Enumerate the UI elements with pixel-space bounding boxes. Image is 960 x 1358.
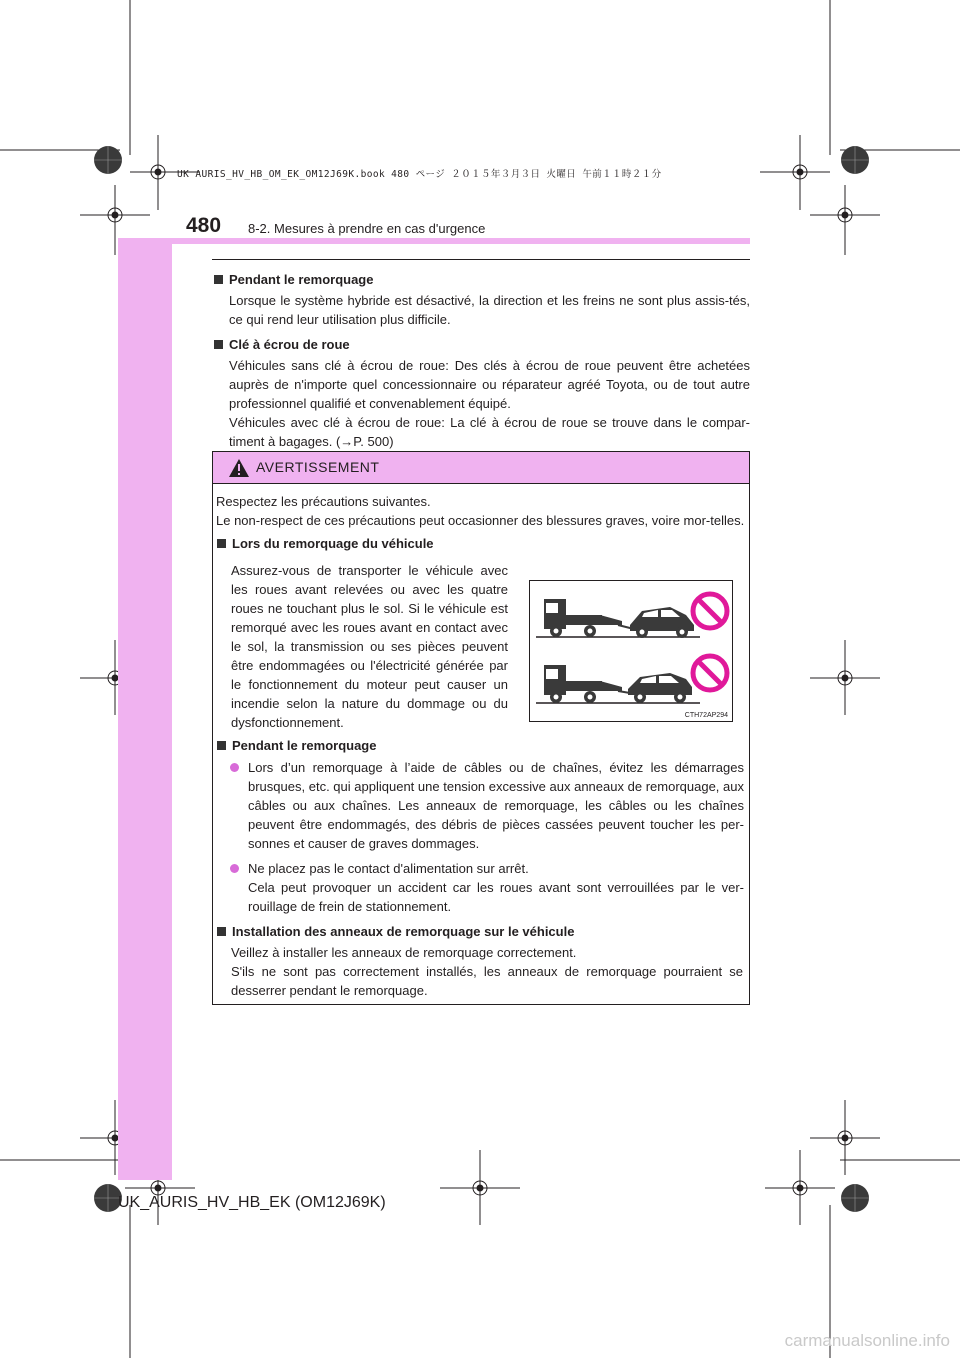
- figure-code: CTH72AP294: [684, 712, 728, 719]
- towing-text: Assurez-vous de transporter le véhicule avec les roues avant relevées ou avec les quatre roues ne touchant plus le sol. Si le véhicule est remorqué avec les roues avant en contact avec le sol, la transmission ou ses pièces peuvent être endommagées ou l'électricité générée par le fonctionnement du moteur peut causer un incendie selon la nature du dommage ou du dysfonctionnement.: [231, 563, 508, 730]
- watermark: carmanualsonline.info: [784, 1331, 950, 1350]
- bullet-line: Ne placez pas le contact d'alimentation sur arrêt.: [248, 861, 529, 876]
- bullet-item: [213, 758, 744, 853]
- section-heading-wheel-lock: [212, 335, 750, 354]
- square-bullet-icon: [217, 539, 226, 548]
- paragraph-line: Véhicules avec clé à écrou de roue: La clé à écrou de roue se trouve dans le compar-timent à bagages. (→P. 500): [229, 415, 750, 449]
- prohibited-icon: [693, 594, 727, 628]
- header-band: [118, 238, 750, 244]
- towed-car-icon: [628, 673, 692, 703]
- intro-line: Le non-respect de ces précautions peut occasionner des blessures graves, voire mor-telles.: [216, 513, 745, 528]
- header-rule: [212, 259, 750, 260]
- warning-heading-text: Installation des anneaux de remorquage sur le véhicule: [232, 924, 575, 939]
- warning-intro: [216, 492, 746, 530]
- warning-heading-text: Lors du remorquage du véhicule: [232, 536, 434, 551]
- footer-model-code: UK_AURIS_HV_HB_EK (OM12J69K): [118, 1194, 386, 1211]
- paragraph-line: Véhicules sans clé à écrou de roue: Des clés à écrou de roue peuvent être achetées auprès de n'importe quel concessionnaire ou réparateur agréé Toyota, ou de tout autre professionnel qualifié et convenablement équipé.: [229, 358, 750, 411]
- prohibited-icon: [693, 656, 727, 690]
- warning-heading-towing-vehicle: [213, 534, 751, 553]
- warning-triangle-icon: [228, 458, 250, 478]
- round-bullet-icon: [230, 763, 239, 772]
- square-bullet-icon: [214, 275, 223, 284]
- warning-header: [213, 452, 749, 484]
- warning-heading-install-hooks: [213, 922, 751, 941]
- bullet-item: [213, 859, 744, 916]
- warning-title: AVERTISSEMENT: [256, 459, 380, 475]
- paragraph-line: S'ils ne sont pas correctement installés, les anneaux de remorquage pourraient se desserrer pendant le remorquage.: [231, 964, 743, 998]
- warning-body: [213, 492, 751, 1000]
- round-bullet-icon: [230, 864, 239, 873]
- section-heading-text: Pendant le remorquage: [229, 272, 374, 287]
- print-stamp: UK AURIS_HV_HB_OM_EK_OM12J69K.book 480 ページ ２０１５年３月３日 火曜日 午前１１時２１分: [177, 169, 662, 180]
- section-heading-towing: [212, 270, 750, 289]
- main-content: [212, 270, 750, 451]
- intro-line: Respectez les précautions suivantes.: [216, 494, 431, 509]
- bullet-line: Lors d’un remorquage à l’aide de câbles ou de chaînes, évitez les démarrages brusques, etc. qui appliquent une tension excessive aux anneaux de remorquage, aux câbles ou aux chaînes. Les anneaux de remorquage, les câbles ou les chaînes peuvent être endommagés, des débris de pièces cassées peuvent toucher les per-sonnes et causer de graves dommages.: [248, 760, 744, 851]
- paragraph-line: Veillez à installer les anneaux de remorquage correctement.: [231, 945, 577, 960]
- square-bullet-icon: [217, 741, 226, 750]
- square-bullet-icon: [217, 927, 226, 936]
- section-paragraph: [229, 356, 750, 451]
- warning-heading-text: Pendant le remorquage: [232, 738, 377, 753]
- chapter-side-tab: [118, 238, 172, 1180]
- prohibited-towing-figure: [530, 581, 732, 721]
- install-paragraph: [231, 943, 743, 1000]
- section-title: 8-2. Mesures à prendre en cas d'urgence: [248, 221, 486, 236]
- warning-box: [212, 451, 750, 1005]
- section-heading-text: Clé à écrou de roue: [229, 337, 350, 352]
- warning-heading-during-towing: [213, 736, 751, 755]
- page-number: 480: [186, 214, 222, 237]
- section-paragraph: [229, 291, 750, 329]
- square-bullet-icon: [214, 340, 223, 349]
- towing-illustration: [529, 580, 733, 722]
- bullet-line: Cela peut provoquer un accident car les roues avant sont verrouillées par le ver-rouillage de frein de stationnement.: [248, 880, 744, 914]
- towed-car-icon: [630, 607, 694, 638]
- paragraph-line: Lorsque le système hybride est désactivé, la direction et les freins ne sont plus assis-tés, ce qui rend leur utilisation plus difficile.: [229, 293, 750, 327]
